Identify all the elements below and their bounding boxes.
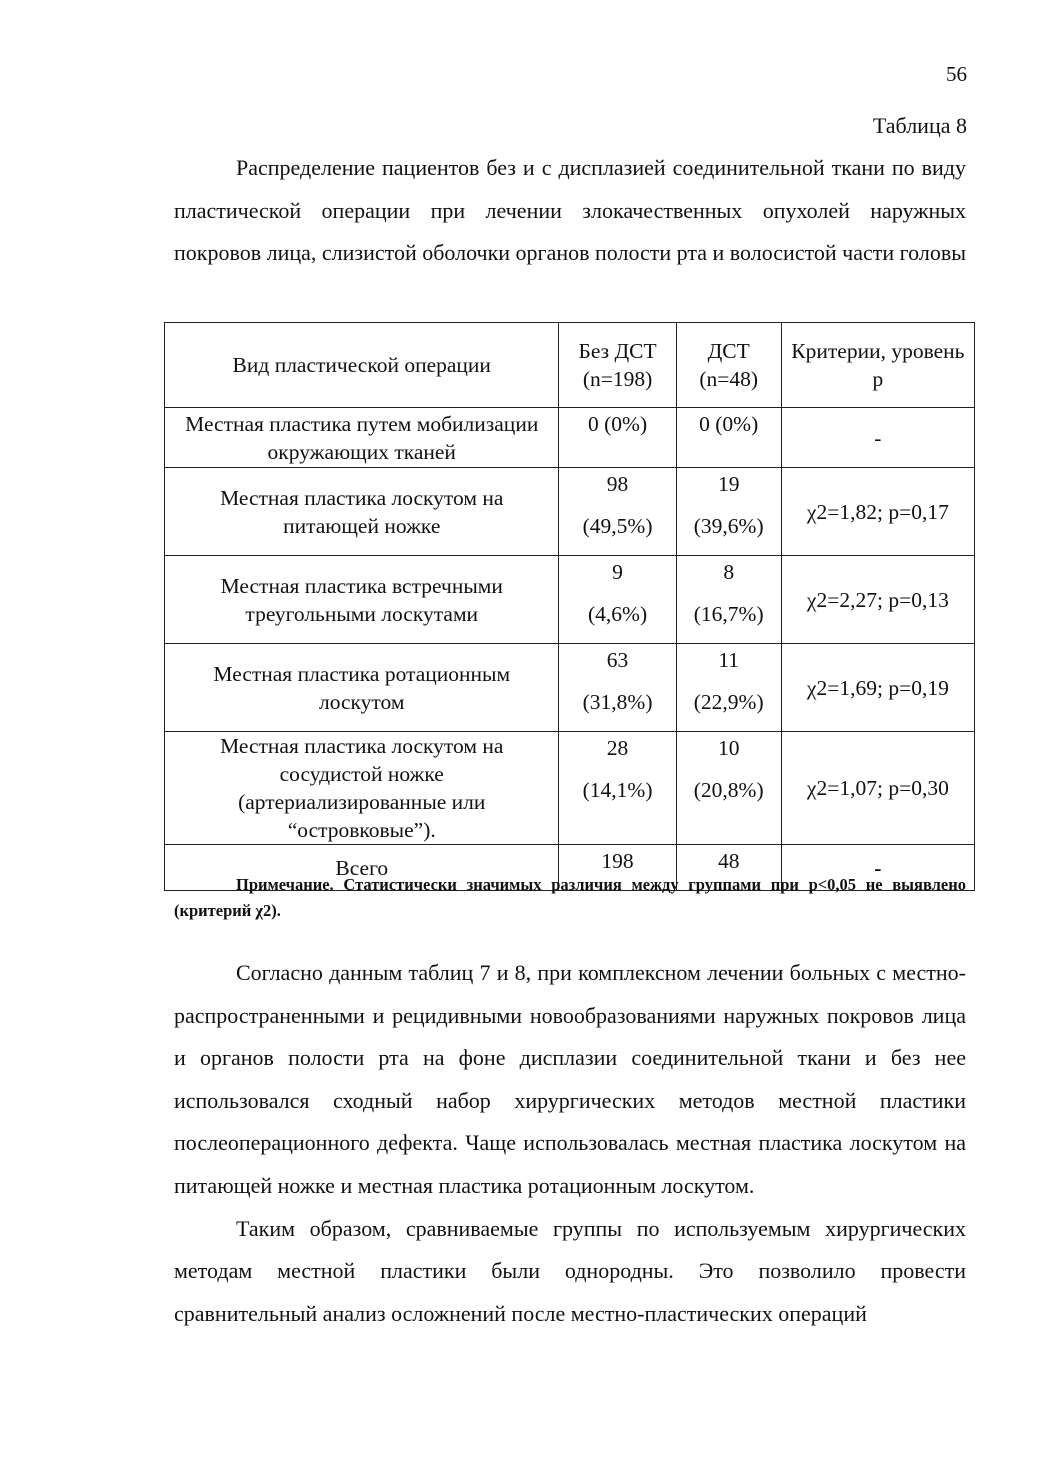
- header-no-dct: Без ДСТ (n=198): [559, 323, 676, 408]
- cell-dct-percent: (39,6%): [693, 514, 764, 538]
- cell-no-dct-percent: (4,6%): [588, 602, 648, 626]
- table-caption: [174, 147, 966, 275]
- cell-total-dct-value: 48: [717, 849, 740, 873]
- cell-dct-value: 0 (0%): [699, 412, 759, 436]
- header-dct: ДСТ (n=48): [676, 323, 781, 408]
- cell-no-dct-percent: (14,1%): [582, 778, 653, 802]
- caption-text: Распределение пациентов без и с дисплазией соединительной ткани по виду пластической операции при лечении злокачественных опухолей наружных покровов лица, слизистой оболочки органов полости рта и волосистой части головы: [174, 155, 966, 265]
- cell-dct: [676, 408, 781, 468]
- cell-no-dct-value: 0 (0%): [588, 412, 648, 436]
- header-operation-type: Вид пластической операции: [165, 323, 559, 408]
- cell-dct-count: 10: [717, 736, 740, 760]
- cell-dct-percent: (20,8%): [693, 778, 764, 802]
- cell-no-dct: [559, 408, 676, 468]
- cell-dct: [676, 468, 781, 556]
- cell-dct-count: 11: [718, 648, 740, 672]
- cell-dct: [676, 644, 781, 732]
- cell-operation-type: Местная пластика ротационным лоскутом: [165, 644, 559, 732]
- cell-no-dct: [559, 556, 676, 644]
- cell-criteria: χ2=1,07; p=0,30: [781, 732, 974, 845]
- cell-total-label: Всего: [165, 845, 559, 891]
- header-criteria: Критерии, уровень p: [781, 323, 974, 408]
- cell-operation-type: Местная пластика лоскутом на питающей ножке: [165, 468, 559, 556]
- cell-no-dct-count: 63: [606, 648, 629, 672]
- cell-operation-type: Местная пластика путем мобилизации окружающих тканей: [165, 408, 559, 468]
- cell-dct: [676, 556, 781, 644]
- cell-no-dct: [559, 732, 676, 845]
- cell-dct: [676, 732, 781, 845]
- table-row: [165, 468, 975, 556]
- table-row: [165, 644, 975, 732]
- page-number: 56: [946, 62, 967, 86]
- cell-criteria: -: [781, 408, 974, 468]
- cell-criteria: χ2=2,27; p=0,13: [781, 556, 974, 644]
- cell-no-dct-percent: (49,5%): [582, 514, 653, 538]
- table-header-row: [165, 323, 975, 408]
- table-note: Примечание. Статистически значимых различия между группами при p<0,05 не выявлено (критерий χ2).: [174, 875, 966, 920]
- table-row: [165, 556, 975, 644]
- table-row: [165, 732, 975, 845]
- cell-criteria: χ2=1,82; p=0,17: [781, 468, 974, 556]
- cell-total-no-dct-value: 198: [601, 849, 634, 873]
- cell-operation-type: Местная пластика встречными треугольными лоскутами: [165, 556, 559, 644]
- cell-dct-percent: (22,9%): [693, 690, 764, 714]
- body-text: [174, 952, 966, 1335]
- cell-no-dct-count: 98: [606, 472, 629, 496]
- paragraph: Таким образом, сравниваемые группы по используемым хирургических методам местной пластики были однородны. Это позволило провести сравнительный анализ осложнений после местно-пластических операций: [174, 1215, 966, 1326]
- cell-no-dct-count: 9: [612, 560, 623, 584]
- cell-total-criteria: -: [781, 845, 974, 891]
- cell-dct-count: 8: [723, 560, 735, 584]
- table-label: Таблица 8: [872, 113, 967, 138]
- cell-criteria: χ2=1,69; p=0,19: [781, 644, 974, 732]
- cell-no-dct-count: 28: [606, 736, 629, 760]
- distribution-table: [164, 322, 975, 891]
- cell-operation-type: Местная пластика лоскутом на сосудистой ножке (артериализированные или “островковые”).: [165, 732, 559, 845]
- cell-no-dct: [559, 644, 676, 732]
- cell-dct-count: 19: [717, 472, 740, 496]
- cell-dct-percent: (16,7%): [693, 602, 764, 626]
- table-row: [165, 408, 975, 468]
- cell-no-dct: [559, 468, 676, 556]
- cell-no-dct-percent: (31,8%): [582, 690, 653, 714]
- paragraph: Согласно данным таблиц 7 и 8, при комплексном лечении больных с местно-распространенными и рецидивными новообразованиями наружных покровов лица и органов полости рта на фоне дисплазии соединительной ткани и без нее использовался сходный набор хирургических методов местной пластики послеоперационного дефекта. Чаще использовалась местная пластика лоскутом на питающей ножке и местная пластика ротационным лоскутом.: [174, 960, 966, 1198]
